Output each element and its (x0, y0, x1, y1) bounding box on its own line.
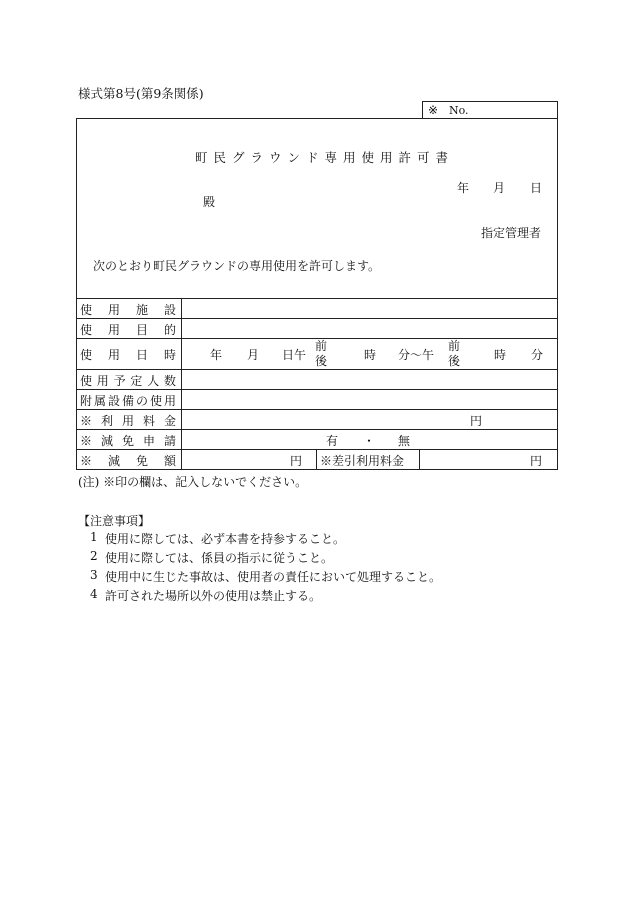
row-line (76, 389, 558, 390)
table-top-line (76, 298, 558, 299)
notice-num: 2 (90, 549, 98, 563)
row-line (76, 318, 558, 319)
dt-am-2: 前 (448, 339, 461, 353)
permit-statement: 次のとおり町民グラウンドの専用使用を許可します。 (93, 259, 381, 273)
dt-pm-2: 後 (448, 354, 461, 368)
notice-num: 4 (90, 587, 98, 601)
dt-minute-to: 分～午 (398, 348, 435, 362)
row-line (76, 409, 558, 410)
notice-num: 1 (90, 530, 98, 544)
dt-year: 年 (210, 348, 223, 362)
label-reduction-request: ※減免申請 (80, 434, 176, 448)
notice-item: 使用中に生じた事故は、使用者の責任において処理すること。 (105, 570, 442, 584)
number-label: No. (449, 104, 469, 117)
label-reduction-amount: ※減免額 (80, 454, 176, 468)
row-line (76, 449, 558, 450)
form-number: 様式第8号(第9条関係) (78, 86, 204, 101)
net-fee-yen: 円 (530, 454, 543, 468)
dt-hour-1: 時 (364, 348, 377, 362)
reduction-separator: ・ (363, 434, 376, 448)
notice-item: 使用に際しては、係員の指示に従うこと。 (105, 551, 334, 565)
label-datetime: 使用日時 (80, 348, 176, 362)
footnote: (注) ※印の欄は、記入しないでください。 (78, 475, 308, 489)
dt-ampm-prefix: 午 (294, 348, 307, 362)
dt-pm-1: 後 (315, 354, 328, 368)
document-title: 町民グラウンド専用使用許可書 (195, 150, 455, 165)
number-mark: ※ (428, 103, 439, 117)
date-day: 日 (530, 181, 543, 195)
net-fee-label: ※差引利用料金 (320, 454, 405, 468)
label-facility: 使用施設 (80, 303, 176, 317)
reduction-yes: 有 (326, 434, 339, 448)
notice-heading: 【注意事項】 (78, 514, 151, 528)
addressee-suffix: 殿 (203, 195, 216, 209)
dt-ampm-stack-2 (448, 339, 460, 369)
label-purpose: 使用目的 (80, 323, 176, 337)
dt-month: 月 (247, 348, 260, 362)
notice-item: 使用に際しては、必ず本書を持参すること。 (105, 532, 346, 546)
dt-day: 日 (282, 348, 295, 362)
fee-yen: 円 (470, 414, 483, 428)
dt-ampm-stack-1 (315, 339, 327, 369)
label-planned-count: 使用予定人数 (80, 374, 176, 388)
date-year: 年 (457, 181, 470, 195)
date-month: 月 (493, 181, 506, 195)
notice-num: 3 (90, 568, 98, 582)
notice-item: 許可された場所以外の使用は禁止する。 (105, 589, 322, 603)
issuer: 指定管理者 (481, 226, 542, 240)
net-fee-divider-left (316, 449, 317, 470)
label-column-divider (181, 298, 182, 470)
row-line (76, 429, 558, 430)
label-fee: ※利用料金 (80, 414, 176, 428)
reduction-no: 無 (398, 434, 411, 448)
dt-am-1: 前 (315, 339, 328, 353)
label-equipment: 附属設備の使用 (80, 394, 176, 408)
number-box (422, 101, 558, 119)
row-line (76, 369, 558, 370)
dt-hour-2: 時 (494, 348, 507, 362)
dt-minute-2: 分 (531, 348, 544, 362)
reduction-yen: 円 (290, 454, 303, 468)
net-fee-divider-right (419, 449, 420, 470)
